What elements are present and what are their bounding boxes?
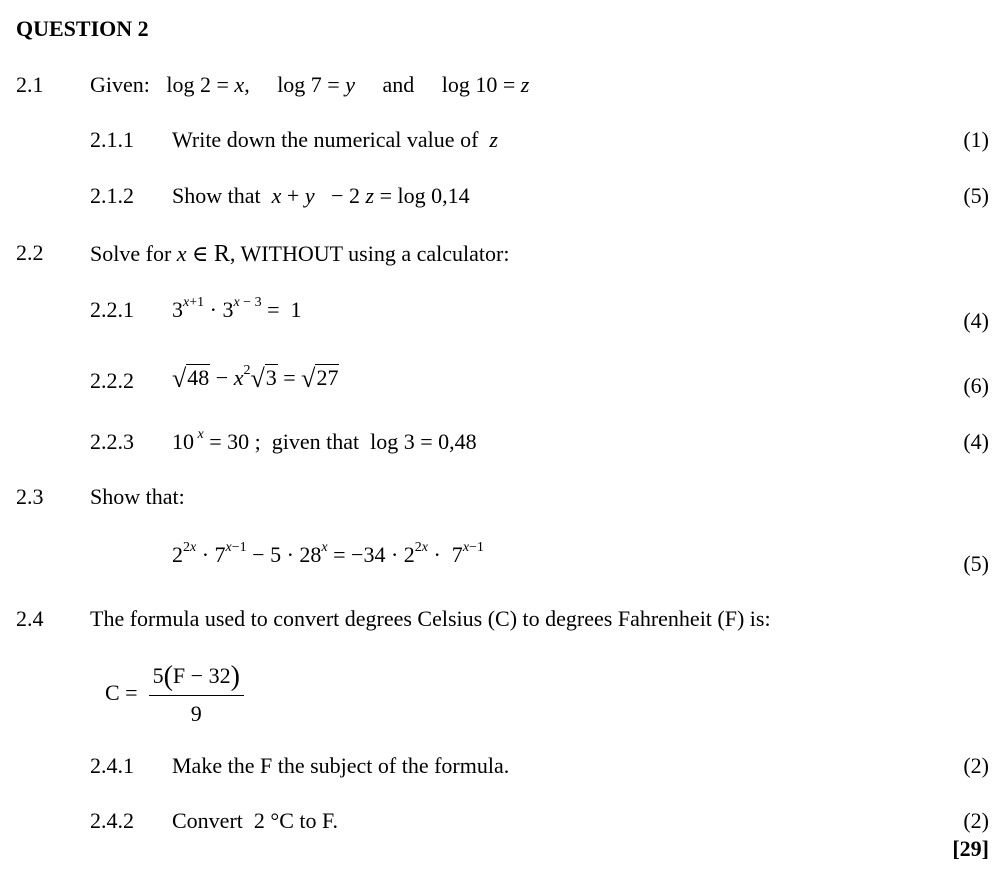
q2-3-mark: (5) (963, 551, 989, 576)
q2-1-2-mark: (5) (963, 183, 989, 208)
q2-2-2-number: 2.2.2 (90, 368, 134, 393)
total-marks: [29] (952, 836, 989, 861)
question-title: QUESTION 2 (16, 16, 149, 41)
q2-2-1-equation: $3^{x+1} \cdot 3^{x - 3} = 1$ (172, 294, 302, 322)
q2-1-1-text (172, 129, 498, 151)
q2-2-number: 2.2 (16, 240, 44, 265)
q2-2-2-mark: (6) (963, 373, 989, 398)
and-label: and (382, 72, 415, 97)
q2-2-3-expression: 10 $^x$ = 30 ; (172, 426, 261, 454)
domain-expression: x ∈ R (176, 241, 230, 267)
given-label: Given: (90, 72, 150, 97)
q2-1-1-number: 2.1.1 (90, 127, 134, 152)
q2-2-1-mark: (4) (963, 308, 989, 333)
log7-expression: log 7 = y (277, 72, 355, 97)
q2-4-1-number: 2.4.1 (90, 753, 134, 778)
q2-2-instruction: Solve for (90, 241, 172, 266)
q2-2-1-number: 2.2.1 (90, 297, 134, 322)
q2-4-1-mark: (2) (963, 753, 989, 778)
q2-2-3-given-text: given that (271, 429, 360, 454)
q2-4-2-mark: (2) (963, 808, 989, 833)
q2-4-2-text (172, 810, 338, 832)
q2-2-3-mark: (4) (963, 429, 989, 454)
log2-expression: log 2 = x, (166, 72, 250, 97)
q2-2-instruction-end: , WITHOUT using a calculator: (229, 241, 510, 266)
q2-4-1-text: Make the F the subject of the formula. (172, 753, 510, 778)
q2-4-2-instruction: Convert (172, 808, 243, 833)
q2-1-2-number: 2.1.2 (90, 183, 134, 208)
q2-1-given (90, 74, 529, 96)
q2-2-3-given-expression: log 3 = 0,48 (370, 429, 477, 454)
q2-3-number: 2.3 (16, 484, 44, 509)
q2-4-2-value: 2 °C (253, 808, 294, 833)
q2-1-1-mark: (1) (963, 127, 989, 152)
q2-4-number: 2.4 (16, 606, 44, 631)
q2-2-2-equation: $√48 - x^2√3 = √27$ (172, 362, 339, 393)
log10-expression: log 10 = z (441, 72, 530, 97)
q2-1-2-instruction: Show that (172, 183, 261, 208)
q2-2-text (90, 242, 509, 266)
q2-3-text: Show that: (90, 484, 185, 509)
q2-4-2-instruction-end: to F. (299, 808, 338, 833)
q2-1-1-instruction: Write down the numerical value of (172, 127, 479, 152)
q2-2-3-equation (172, 426, 477, 454)
q2-1-2-text (172, 185, 470, 207)
q2-1-2-expression: x + y − 2 z = log 0,14 (271, 183, 470, 208)
q2-4-text: The formula used to convert degrees Celsius (C) to degrees Fahrenheit (F) is: (90, 606, 771, 631)
z-variable: z (489, 127, 498, 152)
q2-2-3-number: 2.2.3 (90, 429, 134, 454)
q2-4-2-number: 2.4.2 (90, 808, 134, 833)
q2-3-equation: $2^{2x} \cdot 7^{x-1} - 5 \cdot 28^x = -34 \cdot 2^{2x} \cdot 7^{x-1}$ (172, 539, 484, 567)
celsius-formula: C = $\frac{5(F - 32)}{9}$ (105, 660, 244, 726)
q2-1-number: 2.1 (16, 72, 44, 97)
